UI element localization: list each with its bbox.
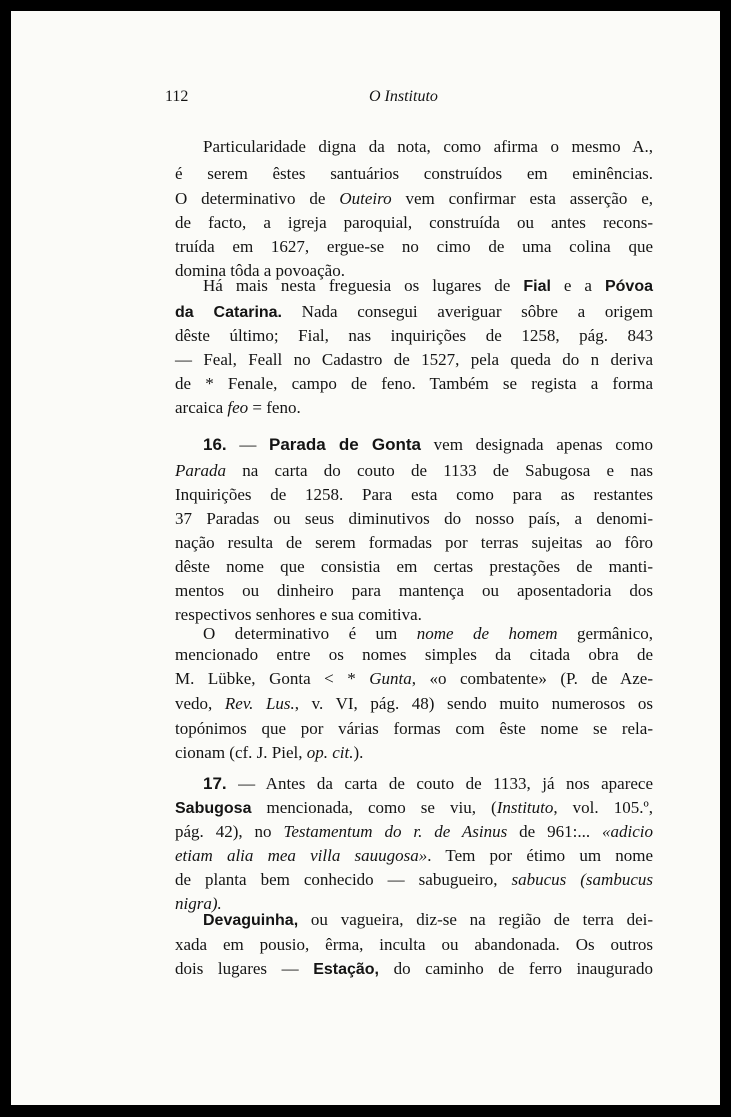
text-line: Sabugosa mencionada, como se viu, (Instituto, vol. 105.º, (175, 798, 653, 817)
text-line: O determinativo de Outeiro vem confirmar esta asserção e, (175, 189, 653, 208)
text-line: é serem êstes santuários construídos em eminências. (175, 164, 653, 183)
text-line: mencionado entre os nomes simples da citada obra de (175, 645, 653, 664)
section-16-heading-line: 16. — Parada de Gonta vem designada apenas como (203, 435, 653, 454)
text-line: da Catarina. Nada consegui averiguar sôbre a origem (175, 302, 654, 321)
text-line: M. Lübke, Gonta < * Gunta, «o combatente» (P. de Aze- (175, 669, 654, 688)
text-line: etiam alia mea villa sauugosa». Tem por étimo um nome (175, 846, 654, 865)
text-line: Devaguinha, ou vagueira, diz-se na região de terra dei- (203, 910, 653, 929)
text-line: domina tôda a povoação. (175, 261, 345, 280)
text-line: cionam (cf. J. Piel, op. cit.). (175, 743, 364, 762)
running-title: O Instituto (369, 88, 438, 105)
text-line: dois lugares — Estação, do caminho de ferro inaugurado (175, 959, 653, 978)
section-17-heading-line: 17. — Antes da carta de couto de 1133, já nos aparece (203, 774, 653, 793)
text-line: arcaica feo = feno. (175, 398, 301, 417)
page-header (165, 88, 465, 110)
text-line: — Feal, Feall no Cadastro de 1527, pela queda do n deriva (175, 350, 653, 369)
text-line: xada em pousio, êrma, inculta ou abandonada. Os outros (175, 935, 653, 954)
text-line: nigra). (175, 894, 222, 913)
text-line: Parada na carta do couto de 1133 de Sabugosa e nas (175, 461, 653, 480)
text-line: de facto, a igreja paroquial, construída ou antes recons- (175, 213, 653, 232)
text-line: pág. 42), no Testamentum do r. de Asinus de 961:... «adicio (175, 822, 653, 841)
text-line: topónimos que por várias formas com êste nome se rela- (175, 719, 653, 738)
text-line: mentos ou dinheiro para mantença ou aposentadoria dos (175, 581, 653, 600)
text-line: respectivos senhores e sua comitiva. (175, 605, 422, 624)
text-line: Inquirições de 1258. Para esta como para as restantes (175, 485, 653, 504)
book-page (11, 11, 720, 1105)
text-line: dêste último; Fial, nas inquirições de 1258, pág. 843 (175, 326, 653, 345)
text-line: Particularidade digna da nota, como afirma o mesmo A., (203, 137, 653, 156)
text-line: de planta bem conhecido — sabugueiro, sabucus (sambucus (175, 870, 653, 889)
text-line: O determinativo é um nome de homem germânico, (203, 624, 653, 643)
text-line: de * Fenale, campo de feno. Também se regista a forma (175, 374, 653, 393)
text-line: nação resulta de serem formadas por terras sujeitas ao fôro (175, 533, 653, 552)
text-line: vedo, Rev. Lus., v. VI, pág. 48) sendo muito numerosos os (175, 694, 653, 713)
page-number: 112 (165, 88, 189, 105)
text-line: dêste nome que consistia em certas prestações de manti- (175, 557, 653, 576)
text-line: truída em 1627, ergue-se no cimo de uma colina que (175, 237, 653, 256)
text-line: Há mais nesta freguesia os lugares de Fial e a Póvoa (203, 276, 653, 295)
text-line: 37 Paradas ou seus diminutivos do nosso país, a denomi- (175, 509, 653, 528)
